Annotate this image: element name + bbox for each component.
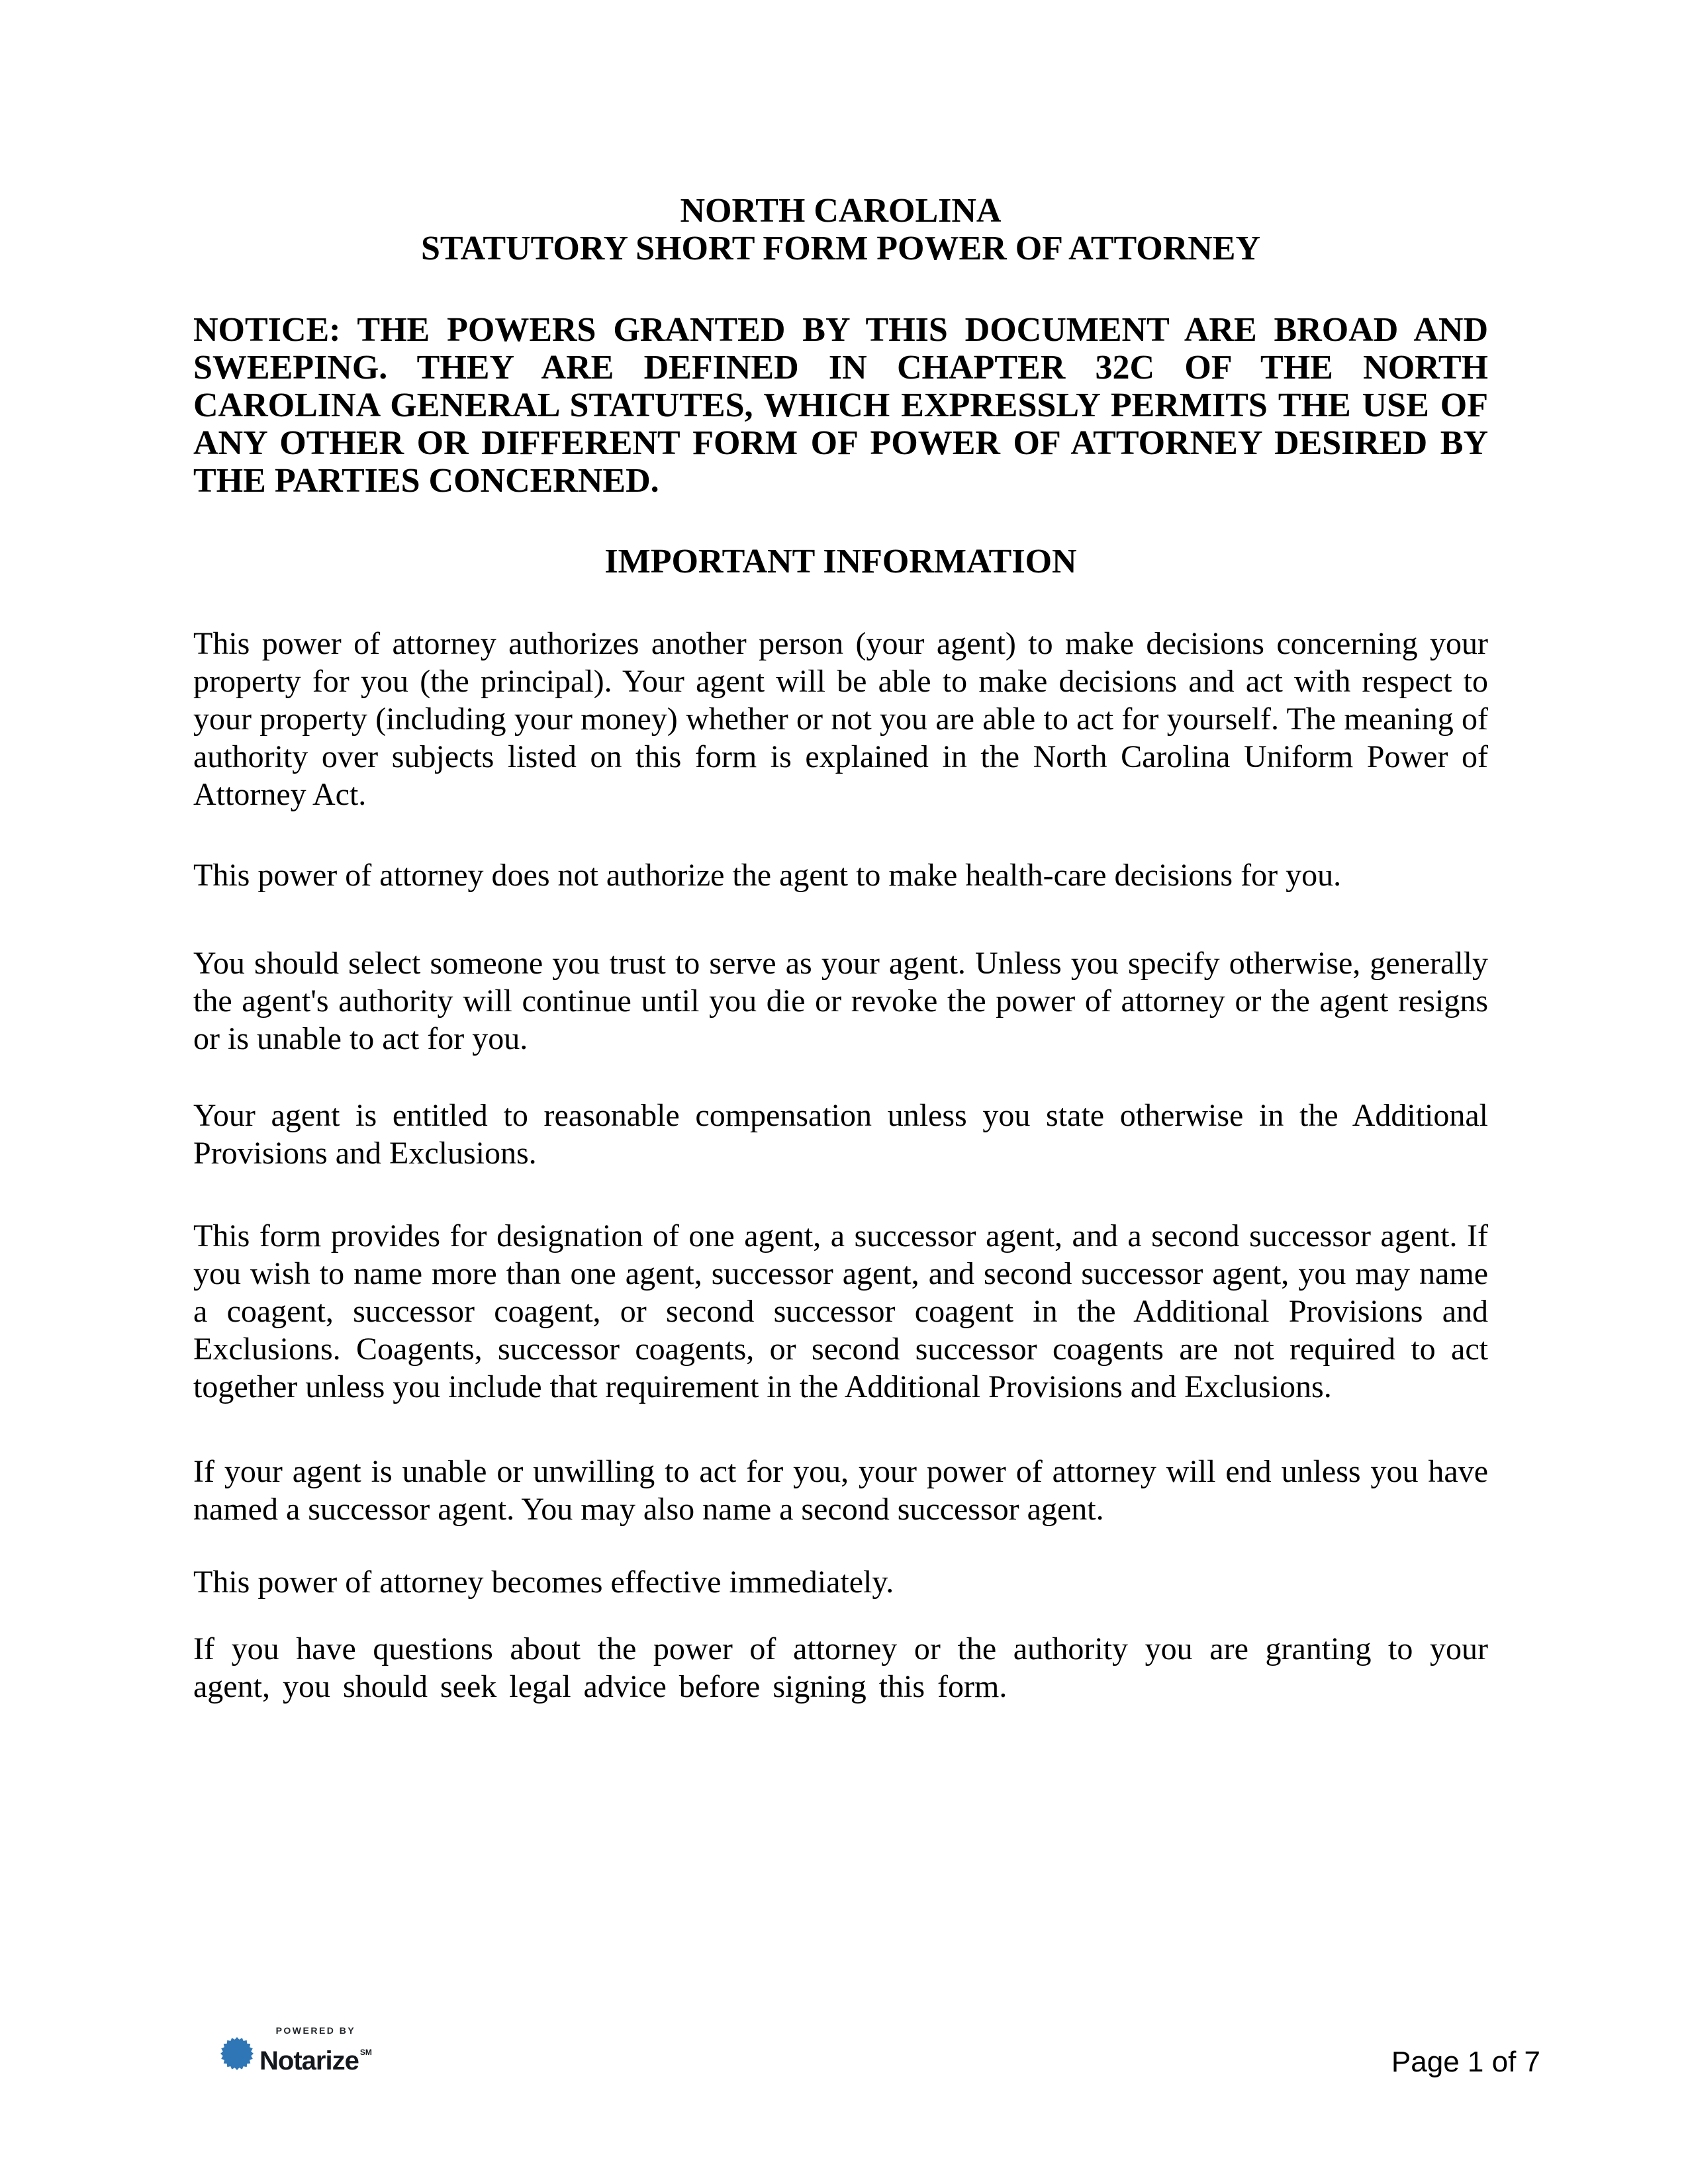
section-heading: IMPORTANT INFORMATION	[604, 543, 1077, 580]
paragraph-6: If your agent is unable or unwilling to act for you, your power of attorney will end unless you have named a successor agent. You may also name a second successor agent.	[193, 1454, 1488, 1527]
title-line-1: NORTH CAROLINA	[680, 192, 1002, 230]
paragraph-1: This power of attorney authorizes another person (your agent) to make decisions concerning your property for you (the principal). Your agent will be able to make decisions and act with respect to your property (including your money) whether or not you are able to act for yourself. The meaning of authority over subjects listed on this form is explained in the North Carolina Uniform Power of Attorney Act.	[193, 626, 1488, 812]
notarize-brand-name: Notarize	[259, 2046, 359, 2075]
notarize-logo-text	[259, 2024, 372, 2075]
document-title	[193, 192, 1488, 267]
paragraph-4: Your agent is entitled to reasonable compensation unless you state otherwise in the Additional Provisions and Exclusions.	[193, 1098, 1488, 1171]
notice-paragraph: NOTICE: THE POWERS GRANTED BY THIS DOCUMENT ARE BROAD AND SWEEPING. THEY ARE DEFINED IN CHAPTER 32C OF THE NORTH CAROLINA GENERAL STATUTES, WHICH EXPRESSLY PERMITS THE USE OF ANY OTHER OR DIFFERENT FORM OF POWER OF ATTORNEY DESIRED BY THE PARTIES CONCERNED.	[193, 311, 1488, 500]
paragraph-7: This power of attorney becomes effective immediately.	[193, 1565, 894, 1600]
paragraph-3: You should select someone you trust to serve as your agent. Unless you specify otherwise, generally the agent's authority will continue until you die or revoke the power of attorney or the agent resigns or is unable to act for you.	[193, 946, 1488, 1056]
paragraph-8: If you have questions about the power of attorney or the authority you are granting to your agent, you should seek legal advice before signing this form.	[193, 1631, 1488, 1704]
document-content	[193, 192, 1488, 1706]
notary-seal-icon	[220, 2037, 254, 2070]
notarize-wordmark	[259, 2038, 372, 2075]
paragraph-5: This form provides for designation of one agent, a successor agent, and a second successor agent. If you wish to name more than one agent, successor agent, and second successor agent, you may name a coagent, successor coagent, or second successor coagent in the Additional Provisions and Exclusions. Coagents, successor coagents, or second successor coagents are not required to act together unless you include that requirement in the Additional Provisions and Exclusions.	[193, 1218, 1488, 1404]
powered-by-label: POWERED BY	[275, 2025, 356, 2036]
title-line-2: STATUTORY SHORT FORM POWER OF ATTORNEY	[420, 230, 1261, 267]
service-mark-symbol: SM	[359, 2048, 372, 2057]
page-number: Page 1 of 7	[1391, 2046, 1540, 2078]
notarize-logo	[220, 2024, 372, 2075]
paragraph-2: This power of attorney does not authorize the agent to make health-care decisions for you.	[193, 858, 1342, 893]
